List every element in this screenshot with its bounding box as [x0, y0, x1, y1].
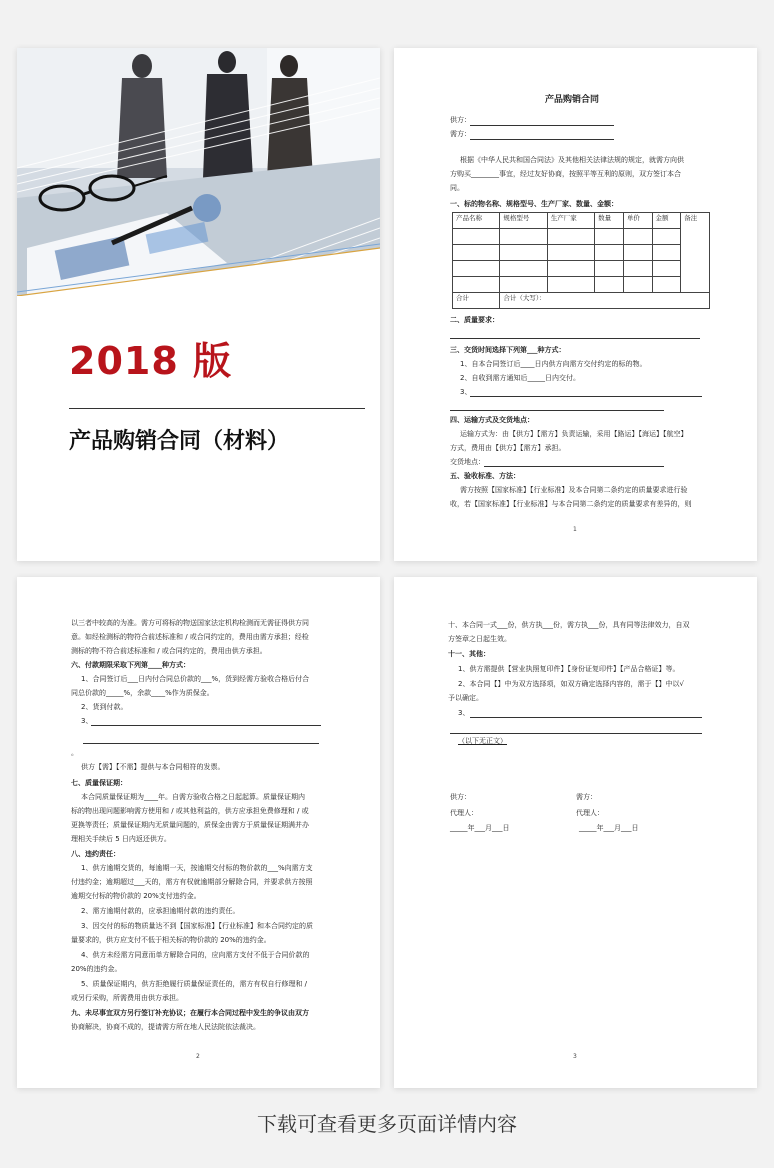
page-number: 1 — [573, 526, 577, 533]
payment-line-2 — [83, 743, 319, 744]
warranty-line-2: 标的物出现问题影响需方使用和 / 或其他利益的，供方应承担免费修理和 / 或 — [71, 807, 309, 815]
agent-buyer: 代理人： — [576, 809, 604, 817]
section-7-heading: 七、质量保证期： — [71, 779, 127, 787]
delivery-place-line — [484, 466, 664, 467]
text-line: 意。如经检测标的物符合前述标准和 / 或合同约定的，费用由需方承担；经检 — [71, 633, 309, 641]
transport-line-1: 运输方式为：由【供方】【需方】负责运输，采用【路运】【海运】【航空】 — [460, 430, 688, 438]
business-meeting-image — [17, 48, 380, 296]
page-number: 2 — [196, 1053, 200, 1060]
table-total-label: 合计 — [453, 293, 500, 309]
payment-option-2: 2、货到付款。 — [81, 703, 128, 711]
page-number: 3 — [573, 1053, 577, 1060]
date-supplier: _____年___月___日 — [450, 824, 510, 832]
payment-line — [91, 725, 321, 726]
buyer-line — [470, 139, 614, 140]
delivery-option-3: 3、 — [460, 388, 472, 396]
other-line-2 — [450, 733, 702, 734]
table-header-cell: 数量 — [595, 213, 624, 229]
buyer-label: 需方： — [450, 130, 471, 138]
table-total-upper: 合计（大写）： — [500, 293, 710, 309]
period-mark: 。 — [71, 749, 78, 757]
table-row — [453, 261, 710, 277]
items-table — [452, 212, 710, 309]
table-row — [453, 245, 710, 261]
contract-page-3 — [394, 577, 757, 1088]
cover-year: 2018 版 — [69, 339, 232, 383]
payment-option-1: 1、合同签订后___日内付合同总价款的___%，货到经需方验收合格后付合 — [81, 675, 310, 683]
liability-line: 4、供方未经需方同意而单方解除合同的，应向需方支付不低于合同价款的 — [81, 951, 310, 959]
copies-line-2: 方签章之日起生效。 — [448, 635, 511, 643]
table-header-cell: 规格型号 — [500, 213, 547, 229]
table-header-cell: 产品名称 — [453, 213, 500, 229]
section-8-heading: 八、违约责任： — [71, 850, 120, 858]
table-header-row — [453, 213, 710, 229]
warranty-line-1: 本合同质量保证期为____年。自需方验收合格之日起起算。质量保证期内 — [81, 793, 305, 801]
table-header-cell: 单价 — [623, 213, 652, 229]
delivery-line — [470, 396, 702, 397]
invoice-text: 供方【需】【不需】提供与本合同相符的发票。 — [81, 763, 225, 771]
section-11-heading: 十一、其他： — [448, 650, 490, 658]
section-1-heading: 一、标的物名称、规格型号、生产厂家、数量、金额： — [450, 200, 618, 208]
supplier-label: 供方： — [450, 116, 471, 124]
intro-line-2: 方购买________事宜，经过友好协商，按照平等互利的原则，双方签订本合 — [450, 170, 681, 178]
table-row — [453, 277, 710, 293]
acceptance-line-2: 收，若【国家标准】【行业标准】与本合同第二条约定的质量要求有差异的，则 — [450, 500, 692, 508]
liability-line: 付违约金；逾期超过___天的，需方有权就逾期部分解除合同，并要求供方按照 — [71, 878, 313, 886]
text-line: 以三者中较高的为准。需方可将标的物送国家法定机构检测而无需征得供方同 — [71, 619, 309, 627]
section-3-heading: 三、交货时间选择下列第___种方式： — [450, 346, 566, 354]
payment-option-1b: 同总价款的_____%，余款____%作为质保金。 — [71, 689, 214, 697]
transport-line-2: 方式，费用由【供方】【需方】承担。 — [450, 444, 566, 452]
date-buyer: _____年___月___日 — [579, 824, 639, 832]
payment-option-3: 3、 — [81, 717, 93, 725]
contract-page-1 — [394, 48, 757, 561]
table-total-row — [453, 293, 710, 309]
intro-line-3: 同。 — [450, 184, 464, 192]
end-of-text-note: （以下无正文） — [458, 737, 507, 745]
contract-title: 产品购销合同 — [545, 95, 600, 105]
cover-photo — [17, 48, 380, 296]
download-hint: 下载可查看更多页面详情内容 — [257, 1112, 517, 1136]
other-line-2: 2、本合同【】中为双方选择项，如双方确定选择内容的，需于【】中以√ — [458, 680, 684, 688]
contract-page-2 — [17, 577, 380, 1088]
liability-line: 1、供方逾期交货的，每逾期一天，按逾期交付标的物价款的___%向需方支 — [81, 864, 313, 872]
table-header-cell: 生产厂家 — [547, 213, 594, 229]
cover-title: 产品购销合同（材料） — [69, 429, 290, 454]
other-line-4: 3、 — [458, 709, 470, 717]
delivery-option-2: 2、自收到需方通知后_____日内交付。 — [460, 374, 580, 382]
cover-divider — [69, 408, 365, 409]
intro-line-1: 根据《中华人民共和国合同法》及其他相关法律法规的规定，就需方向供 — [460, 156, 684, 164]
other-line-1: 1、供方需提供【营业执照复印件】【身份证复印件】【产品合格证】等。 — [458, 665, 680, 673]
supplier-line — [470, 125, 614, 126]
quality-line — [450, 338, 700, 339]
warranty-line-3: 更换等责任；质量保证期内无质量问题的，质保金由需方于质量保证期满并办 — [71, 821, 309, 829]
other-line — [470, 717, 702, 718]
sign-buyer: 需方： — [576, 793, 597, 801]
liability-line: 3、因交付的标的物质量达不到【国家标准】【行业标准】和本合同约定的质 — [81, 922, 313, 930]
table-header-cell: 备注 — [681, 213, 710, 293]
other-line-3: 予以确定。 — [448, 694, 483, 702]
liability-line: 2、需方逾期付款的，应承担逾期付款的违约责任。 — [81, 907, 240, 915]
section-5-heading: 五、验收标准、方法： — [450, 472, 520, 480]
sign-supplier: 供方： — [450, 793, 471, 801]
section-4-heading: 四、运输方式及交货地点： — [450, 416, 534, 424]
section-9-heading: 九、未尽事宜双方另行签订补充协议；在履行本合同过程中发生的争议由双方 — [71, 1009, 309, 1017]
cover-page — [17, 48, 380, 561]
liability-line: 20%的违约金。 — [71, 965, 122, 973]
acceptance-line-1: 需方按照【国家标准】【行业标准】及本合同第二条约定的质量要求进行验 — [460, 486, 688, 494]
copies-line-1: 十、本合同一式___份，供方执___份，需方执___份，具有同等法律效力，自双 — [448, 621, 690, 629]
liability-line: 量要求的，供方应支付不低于相关标的物价款的 20%的违约金。 — [71, 936, 271, 944]
warranty-line-4: 理相关手续后 5 日内返还供方。 — [71, 835, 171, 843]
delivery-option-1: 1、自本合同签订后____日内供方向需方交付约定的标的物。 — [460, 360, 647, 368]
dispute-line: 协商解决，协商不成的，提请需方所在地人民法院依法裁决。 — [71, 1023, 260, 1031]
table-row — [453, 229, 710, 245]
delivery-place: 交货地点： — [450, 458, 485, 466]
liability-line: 5、质量保证期内，供方拒绝履行质量保证责任的，需方有权自行修理和 / — [81, 980, 308, 988]
agent-supplier: 代理人： — [450, 809, 478, 817]
liability-line: 或另行采购，所需费用由供方承担。 — [71, 994, 183, 1002]
liability-line: 逾期交付标的物价款的 20%支付违约金。 — [71, 892, 201, 900]
section-6-heading: 六、付款期限采取下列第____种方式： — [71, 661, 190, 669]
text-line: 测标的物不符合前述标准和 / 或合同约定的，费用由供方承担。 — [71, 647, 267, 655]
table-header-cell: 金额 — [652, 213, 681, 229]
section-2-heading: 二、质量要求： — [450, 316, 499, 324]
delivery-line-2 — [450, 410, 664, 411]
